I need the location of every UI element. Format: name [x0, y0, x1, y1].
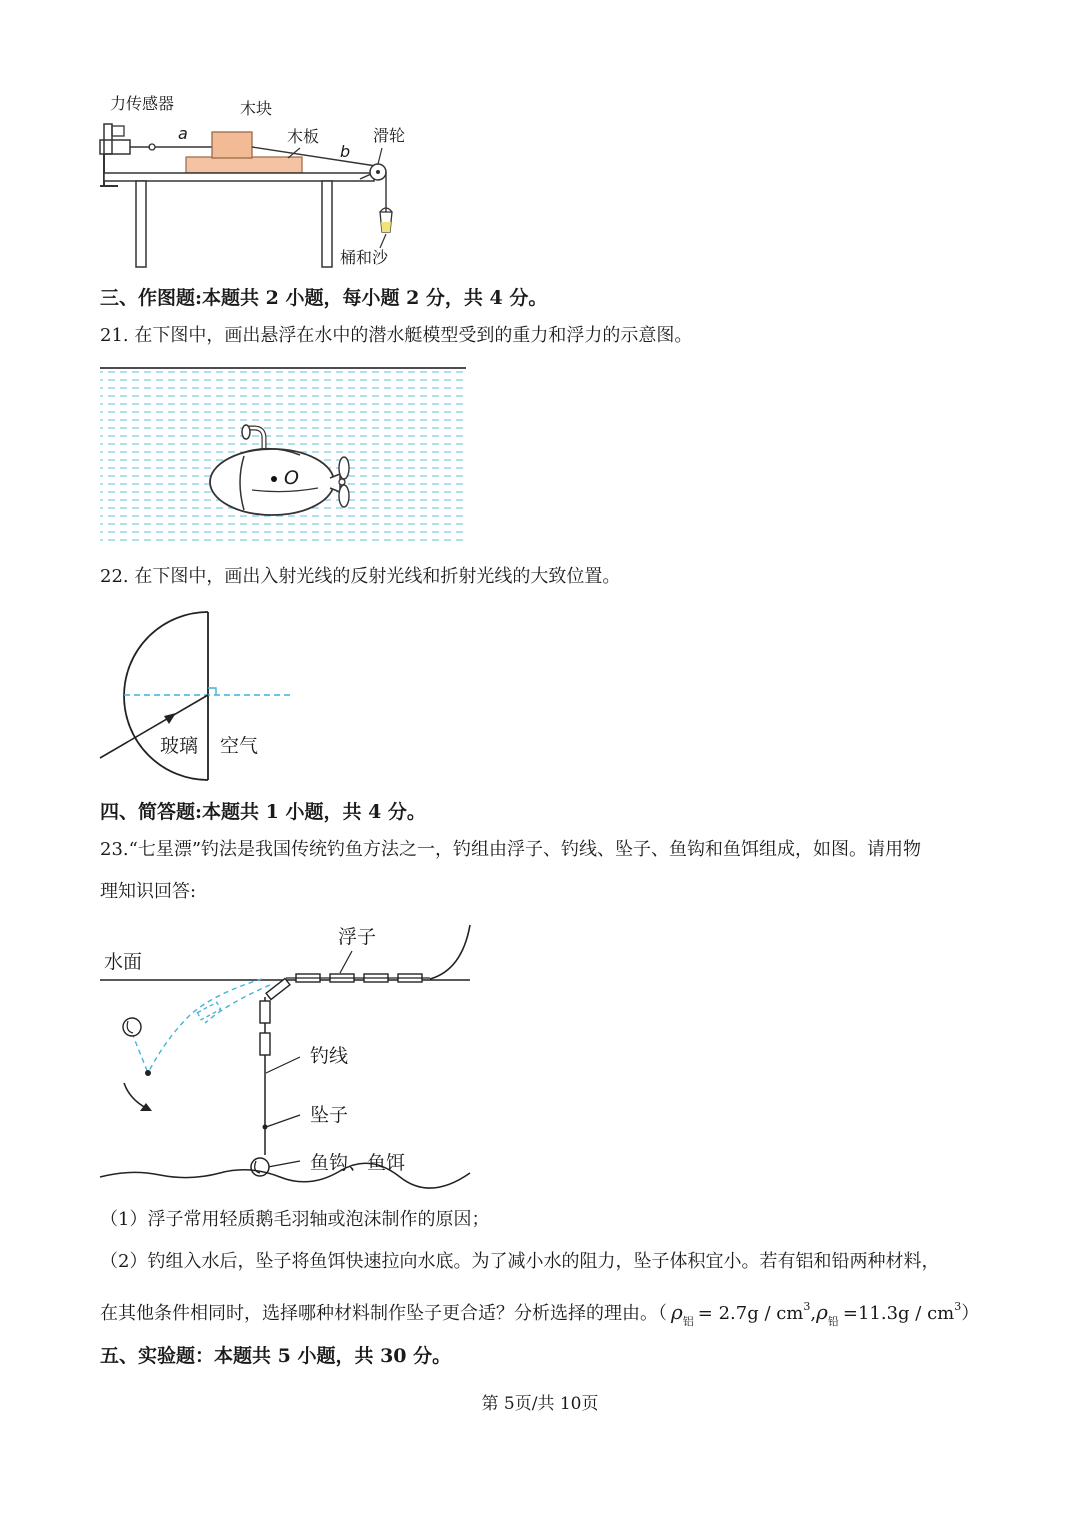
rho-pb-subscript: 铅 [827, 1315, 839, 1328]
sensor-label: 力传感器 [110, 94, 175, 113]
rho-al-symbol: ρ [671, 1300, 683, 1324]
pulley-label: 滑轮 [373, 126, 406, 145]
q23-line1: 23.“七星漂”钓法是我国传统钓鱼方法之一，钓组由浮子、钓线、坠子、鱼钩和鱼饵组成，如图。请用物 [100, 839, 922, 860]
q22-text: 22. 在下图中，画出入射光线的反射光线和折射光线的大致位置。 [100, 566, 621, 587]
rho-al-subscript: 铝 [682, 1315, 694, 1328]
q23-line2: 理知识回答: [100, 881, 197, 902]
submarine-drawing [0, 360, 1080, 560]
water-surface-label: 水面 [104, 951, 143, 973]
friction-apparatus-drawing [0, 0, 1080, 280]
q23-sub2-line2-text: 在其他条件相同时，选择哪种材料制作坠子更合适？分析选择的理由。（ [100, 1303, 667, 1324]
float-label: 浮子 [338, 926, 377, 948]
air-label: 空气 [220, 735, 259, 757]
close-paren: ） [961, 1303, 980, 1324]
hook-bait-label: 鱼钩、鱼饵 [310, 1152, 406, 1174]
refraction-drawing [0, 600, 1080, 800]
glass-label: 玻璃 [160, 735, 199, 757]
section4-heading: 四、简答题:本题共 1 小题，共 4 分。 [100, 801, 426, 823]
bucket-label: 桶和沙 [340, 248, 389, 267]
fishing-line-label: 钓线 [310, 1045, 349, 1067]
q21-text: 21. 在下图中，画出悬浮在水中的潜水艇模型受到的重力和浮力的示意图。 [100, 325, 693, 346]
board-label: 木板 [287, 127, 320, 146]
rho-al-value: = 2.7g / cm [697, 1303, 804, 1324]
page-footer: 第 5页/共 10页 [481, 1394, 599, 1414]
rope-b-label: b [340, 142, 351, 161]
sinker-label: 坠子 [310, 1104, 349, 1126]
cube-al: 3 [803, 1300, 811, 1313]
comma-separator: , [810, 1303, 817, 1324]
cube-pb: 3 [954, 1300, 962, 1313]
rho-pb-symbol: ρ [816, 1300, 828, 1324]
rho-pb-value: =11.3g / cm [842, 1303, 955, 1324]
q23-sub2-line1: （2）钓组入水后，坠子将鱼饵快速拉向水底。为了减小水的阻力，坠子体积宜小。若有铝和铅两种材料， [100, 1251, 940, 1272]
rope-a-label: a [178, 124, 188, 143]
section5-heading: 五、实验题：本题共 5 小题，共 30 分。 [100, 1345, 452, 1367]
q23-sub1: （1）浮子常用轻质鹅毛羽轴或泡沫制作的原因； [100, 1209, 490, 1230]
fishing-rig-drawing [0, 915, 1080, 1195]
q23-sub2-line2 [100, 1300, 979, 1328]
block-label: 木块 [240, 99, 273, 118]
center-point-label: O [284, 467, 299, 489]
section3-heading: 三、作图题:本题共 2 小题，每小题 2 分，共 4 分。 [100, 287, 548, 309]
